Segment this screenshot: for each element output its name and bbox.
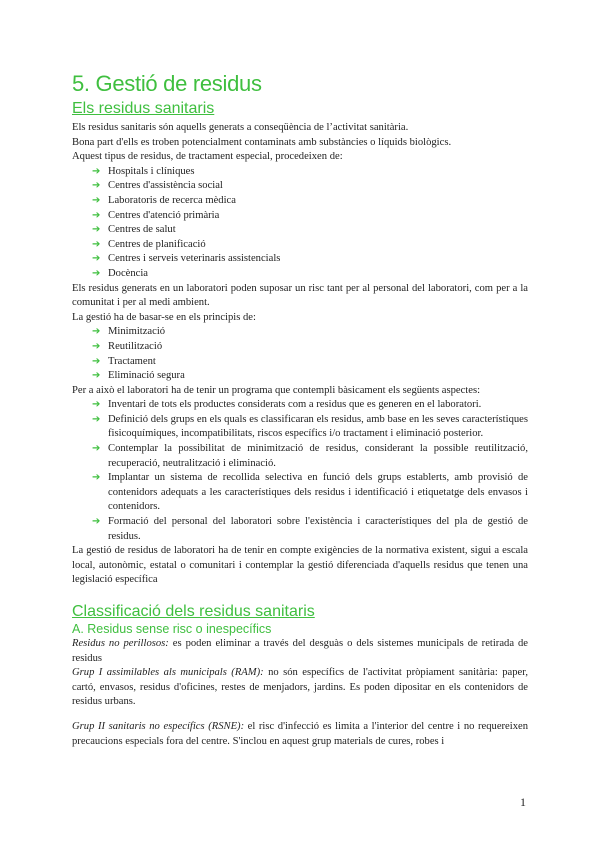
- list-item-text: Laboratoris de recerca mèdica: [108, 194, 236, 206]
- right-arrow-icon: ➔: [92, 194, 101, 206]
- right-arrow-icon: ➔: [92, 443, 101, 455]
- list-item-text: Inventari de tots els productes considerats com a residus que es generen en el laboratori.: [108, 399, 482, 411]
- right-arrow-icon: ➔: [92, 253, 101, 265]
- paragraph: La gestió de residus de laboratori ha de tenir en compte exigències de la normativa existent, sigui a escala local, autonòmic, estatal o comunitari i contemplar la gestió diferenciada d'aquells residus que tenen una legislació específica: [72, 545, 528, 586]
- list-item: [72, 194, 528, 209]
- term-label: Residus no perillosos:: [72, 638, 169, 649]
- list-item-text: Centres i serveis veterinaris assistencials: [108, 253, 281, 265]
- principles-list: [72, 325, 528, 383]
- paragraph-grup-1: [72, 666, 528, 710]
- paragraph: Els residus generats en un laboratori poden suposar un risc tant per al personal del laboratori, com per a la comunitat i per al medi ambient.: [72, 282, 528, 309]
- list-item-text: Definició dels grups en els quals es classificaran els residus, amb base en les seves característiques fisicoquímiques, incompatibilitats, riscos específics i/o tractament i eliminació posterior.: [108, 413, 528, 440]
- list-item-text: Centres de salut: [108, 224, 176, 236]
- list-item: [72, 471, 528, 515]
- list-item: [72, 209, 528, 224]
- right-arrow-icon: ➔: [92, 267, 101, 279]
- right-arrow-icon: ➔: [92, 209, 101, 221]
- list-item: [72, 355, 528, 370]
- sources-list: [72, 165, 528, 282]
- list-item-text: Reutilització: [108, 340, 163, 352]
- list-item-text: Implantar un sistema de recollida selectiva en funció dels grups establerts, amb provisió de contenidors adequats a les característiques dels residus i identificació i etiquetatge dels envasos i contenidors.: [108, 472, 528, 513]
- list-item-text: Tractament: [108, 355, 156, 367]
- list-item: [72, 325, 528, 340]
- term-text: el risc d'infecció es limita a l'interior del centre i no requereixen precaucions especials fora del centre. S'inclou en aquest grup materials de cures, robes i: [72, 720, 528, 747]
- list-item: [72, 267, 528, 282]
- right-arrow-icon: ➔: [92, 399, 101, 411]
- page-title: 5. Gestió de residus: [72, 71, 262, 96]
- right-arrow-icon: ➔: [92, 370, 101, 382]
- list-item-text: Eliminació segura: [108, 370, 185, 382]
- right-arrow-icon: ➔: [92, 180, 101, 192]
- paragraph: La gestió ha de basar-se en els principis de:: [72, 311, 256, 323]
- list-item-text: Hospitals i clíniques: [108, 165, 195, 177]
- right-arrow-icon: ➔: [92, 340, 101, 352]
- list-item-text: Contemplar la possibilitat de minimització de residus, considerant la possible reutilització, recuperació, neutralització i eliminació.: [108, 443, 528, 469]
- paragraph: Bona part d'ells es troben potencialment contaminats amb substàncies o líquids biològics.: [72, 136, 452, 148]
- right-arrow-icon: ➔: [92, 516, 101, 528]
- paragraph-residus-no-perillosos: [72, 637, 528, 666]
- right-arrow-icon: ➔: [92, 326, 101, 338]
- subsection-heading: A. Residus sense risc o inespecífics: [72, 622, 272, 636]
- list-item: [72, 398, 528, 413]
- list-item-text: Centres de planificació: [108, 238, 206, 250]
- document-page: [72, 70, 528, 749]
- list-item: [72, 369, 528, 384]
- section-heading-residus-sanitaris: Els residus sanitaris: [72, 100, 215, 117]
- right-arrow-icon: ➔: [92, 238, 101, 250]
- term-text: es poden eliminar a través del desguàs o dels sistemes municipals de retirada de residus: [72, 638, 528, 664]
- list-item: [72, 413, 528, 442]
- list-item: [72, 238, 528, 253]
- list-item-text: Docència: [108, 267, 148, 279]
- list-item: [72, 223, 528, 238]
- right-arrow-icon: ➔: [92, 165, 101, 177]
- term-label: Grup I assimilables als municipals (RAM):: [72, 667, 264, 679]
- list-item-text: Minimització: [108, 326, 166, 338]
- paragraph: Aquest tipus de residus, de tractament especial, procedeixen de:: [72, 151, 343, 163]
- list-item: [72, 252, 528, 267]
- list-item: [72, 165, 528, 180]
- term-label: Grup II sanitaris no específics (RSNE):: [72, 720, 245, 732]
- list-item: [72, 179, 528, 194]
- list-item: [72, 340, 528, 355]
- right-arrow-icon: ➔: [92, 413, 101, 425]
- paragraph: Els residus sanitaris són aquells generats a conseqüència de l’activitat sanitària.: [72, 122, 409, 133]
- section-heading-classificacio: Classificació dels residus sanitaris: [72, 603, 315, 620]
- right-arrow-icon: ➔: [92, 224, 101, 236]
- aspects-list: [72, 398, 528, 544]
- right-arrow-icon: ➔: [92, 355, 101, 367]
- list-item: [72, 442, 528, 471]
- list-item-text: Formació del personal del laboratori sobre l'existència i característiques del pla de gestió de residus.: [108, 516, 528, 542]
- list-item: [72, 515, 528, 544]
- list-item-text: Centres d'assistència social: [108, 180, 223, 192]
- list-item-text: Centres d'atenció primària: [108, 209, 220, 221]
- page-number: 1: [520, 795, 526, 809]
- term-text: no són específics de l'activitat pròpiament sanitària: paper, cartó, envasos, residus d'oficines, restes de menjadors, jardins. Es poden dipositar en els contenidors de residus urbans.: [72, 667, 528, 708]
- right-arrow-icon: ➔: [92, 472, 101, 484]
- paragraph: Per a això el laboratori ha de tenir un programa que contempli bàsicament els següents aspectes:: [72, 384, 481, 396]
- paragraph-grup-2: [72, 720, 528, 749]
